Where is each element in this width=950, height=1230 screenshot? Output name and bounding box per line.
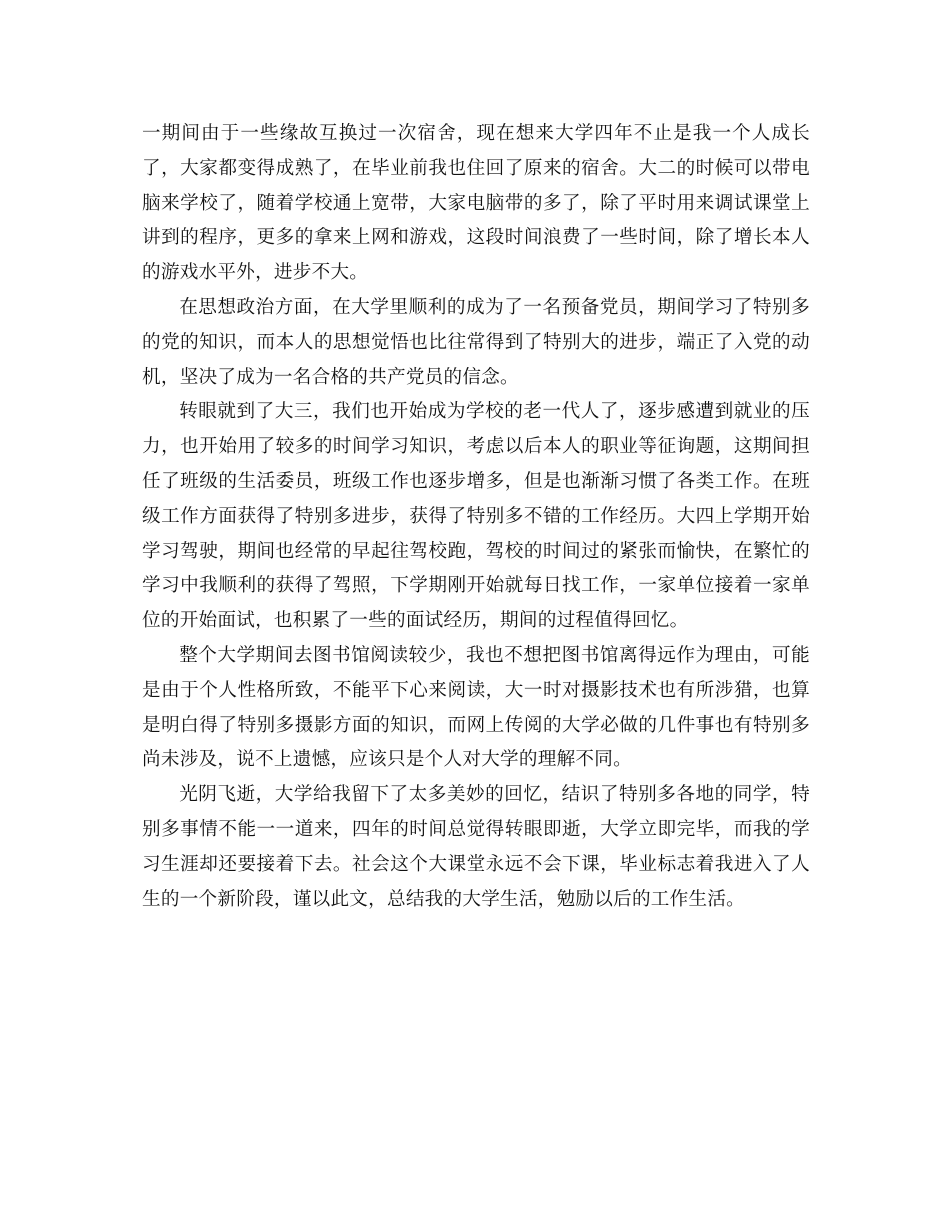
- paragraph-conclusion: 光阴飞逝，大学给我留下了太多美妙的回忆，结识了特别多各地的同学，特别多事情不能一一道来，四年的时间总觉得转眼即逝，大学立即完毕，而我的学习生涯却还要接着下去。社会这个大课堂永远不会下课，毕业标志着我进入了人生的一个新阶段，谨以此文，总结我的大学生活，勉励以后的工作生活。: [142, 784, 810, 910]
- paragraph-political: 在思想政治方面，在大学里顺利的成为了一名预备党员，期间学习了特别多的党的知识，而本人的思想觉悟也比往常得到了特别大的进步，端正了入党的动机，坚决了成为一名合格的共产党员的信念。: [142, 296, 810, 388]
- paragraph-continuation: 一期间由于一些缘故互换过一次宿舍，现在想来大学四年不止是我一个人成长了，大家都变得成熟了，在毕业前我也住回了原来的宿舍。大二的时候可以带电脑来学校了，随着学校通上宽带，大家电脑带的多了，除了平时用来调试课堂上讲到的程序，更多的拿来上网和游戏，这段时间浪费了一些时间，除了增长本人的游戏水平外，进步不大。: [142, 123, 810, 284]
- document-body: [142, 117, 810, 917]
- paragraph-library: 整个大学期间去图书馆阅读较少，我也不想把图书馆离得远作为理由，可能是由于个人性格所致，不能平下心来阅读，大一时对摄影技术也有所涉猎，也算是明白得了特别多摄影方面的知识，而网上传阅的大学必做的几件事也有特别多尚未涉及，说不上遗憾，应该只是个人对大学的理解不同。: [142, 644, 810, 771]
- paragraph-junior-year: 转眼就到了大三，我们也开始成为学校的老一代人了，逐步感遭到就业的压力，也开始用了较多的时间学习知识，考虑以后本人的职业等征询题，这期间担任了班级的生活委员，班级工作也逐步增多，但是也渐渐习惯了各类工作。在班级工作方面获得了特别多进步，获得了特别多不错的工作经历。大四上学期开始学习驾驶，期间也经常的早起往驾校跑，驾校的时间过的紧张而愉快，在繁忙的学习中我顺利的获得了驾照，下学期刚开始就每日找工作，一家单位接着一家单位的开始面试，也积累了一些的面试经历，期间的过程值得回忆。: [142, 401, 810, 632]
